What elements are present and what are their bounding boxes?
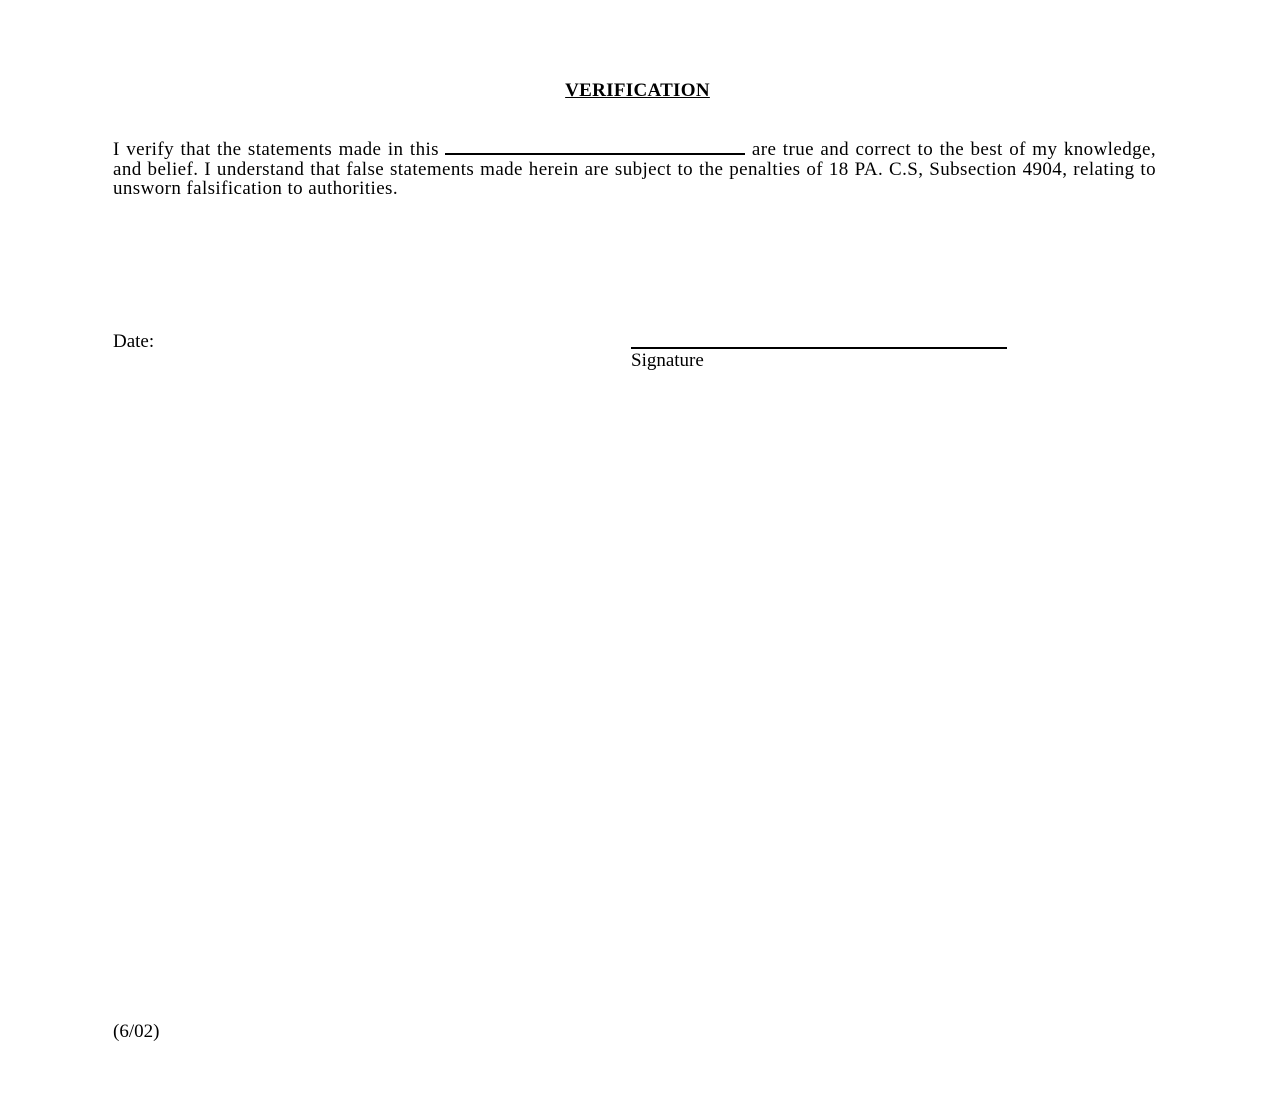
document-title: VERIFICATION [565, 80, 710, 101]
signature-line[interactable] [631, 347, 1007, 349]
revision-date: (6/02) [113, 1021, 160, 1042]
date-label: Date: [113, 331, 155, 352]
statement-start: I verify that the statements made in this [113, 139, 439, 160]
statement-end: are true and correct to the best of my knowledge, and belief. I understand that false statements made herein are subject to the penalties of 18 PA. C.S, Subsection 4904, relating to unsworn falsification to authorities. [113, 139, 1156, 199]
document-type-blank[interactable] [445, 139, 745, 155]
signature-label: Signature [631, 350, 704, 371]
verification-statement [113, 139, 1156, 199]
